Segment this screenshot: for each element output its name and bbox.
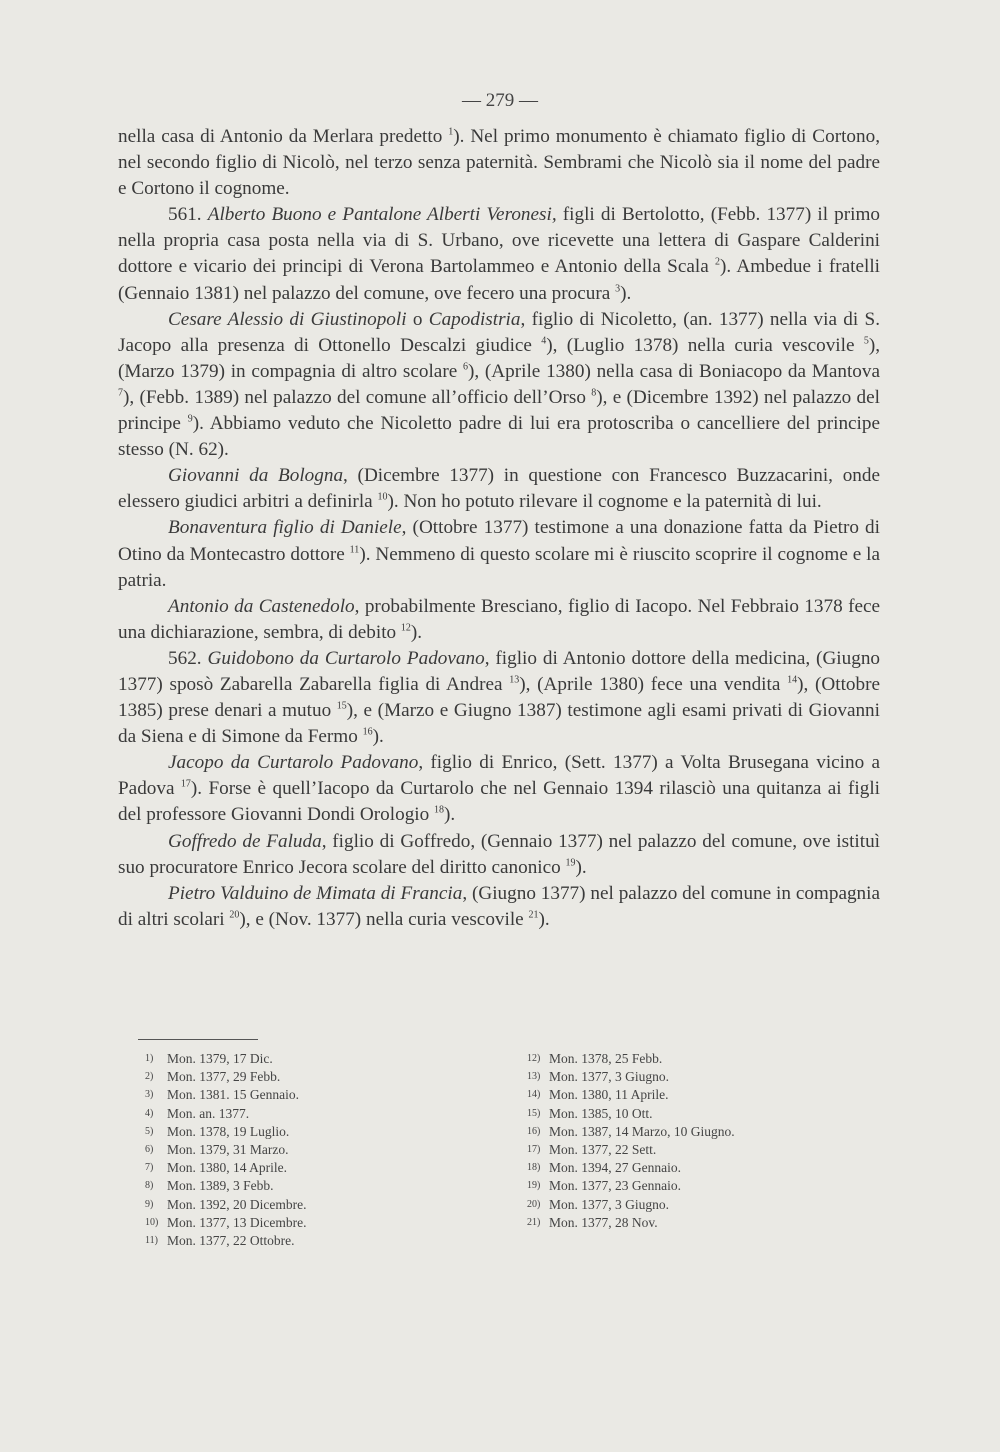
footnotes-left-column [145,1050,306,1250]
paragraph: Antonio da Castenedolo, probabilmente Bresciano, figlio di Iacopo. Nel Febbraio 1378 fece una dichiarazione, sembra, di debito $^{12}$). [118,595,881,643]
footnote [527,1068,735,1086]
footnote-number: 6) [145,1144,154,1156]
footnote [145,1086,306,1104]
footnote-number: 21) [527,1216,541,1228]
footnote-number: 15) [527,1107,541,1119]
footnote-number: 19) [527,1180,541,1192]
paragraph: Pietro Valduino de Mimata di Francia, (Giugno 1377) nel palazzo del comune in compagnia di altri scolari $^{20}$), e (Nov. 1377) nella curia vescovile $^{21}$). [118,882,880,930]
footnote-number: 4) [145,1107,154,1119]
footnote-text: Mon. 1377, 13 Dicembre. [167,1214,307,1230]
footnote [527,1123,735,1141]
footnote-text: Mon. 1378, 19 Luglio. [167,1123,290,1139]
footnote-number: 3) [145,1089,154,1101]
footnote-text: Mon. 1377, 3 Giugno. [549,1196,670,1212]
footnote [145,1196,306,1214]
footnote-number: 2) [145,1071,154,1083]
footnotes-right-column [527,1050,735,1232]
footnote-number: 1) [145,1053,154,1064]
footnote [145,1050,306,1068]
footnote-text: Mon. 1377, 23 Gennaio. [549,1178,681,1194]
footnote-number: 13) [527,1071,541,1083]
footnote [527,1159,735,1177]
footnote-number: 18) [527,1162,541,1174]
footnote [145,1068,306,1086]
footnote-text: Mon. 1379, 17 Dic. [167,1051,273,1066]
footnote-text: Mon. 1377, 22 Ottobre. [167,1233,295,1249]
footnote [145,1214,306,1232]
footnote-divider [138,1039,258,1040]
body-text [118,124,880,933]
footnote [527,1214,735,1232]
footnote [145,1159,306,1177]
footnote-text: Mon. 1380, 11 Aprile. [549,1087,669,1103]
paragraph: 561. Alberto Buono e Pantalone Alberti Veronesi, figli di Bertolotto, (Febb. 1377) il primo nella propria casa posta nella via di S. Urbano, ove ricevette una lettera di Gaspare Calderini dottore e vicario dei principi di Verona Bartolammeo e Antonio della Scala $^2$). Ambedue i fratelli (Gennaio 1381) nel palazzo del comune, ove fecero una procura $^3$). [118,204,881,304]
footnote-number: 14) [527,1089,541,1101]
footnote-text: Mon. 1380, 14 Aprile. [167,1160,287,1176]
footnote [527,1141,735,1159]
footnote [527,1050,735,1068]
footnote-text: Mon. 1387, 14 Marzo, 10 Giugno. [549,1123,735,1139]
paragraph: nella casa di Antonio da Merlara predetto $^1$). Nel primo monumento è chiamato figlio di Cortono, nel secondo figlio di Nicolò, nel terzo senza paternità. Sembrami che Nicolò sia il nome del padre e Cortono il cognome. [118,126,880,200]
footnote-number: 5) [145,1125,154,1137]
paragraph: 562. Guidobono da Curtarolo Padovano, figlio di Antonio dottore della medicina, (Giugno 1377) sposò Zabarella Zabarella figlia di Andrea $^{13}$), (Aprile 1380) fece una vendita $^{14}$), (Ottobre 1385) prese denari a mutuo $^{15}$), e (Marzo e Giugno 1387) testimone agli esami privati di Giovanni da Siena e di Simone da Fermo $^{16}$). [118,647,881,748]
footnote [145,1177,306,1195]
footnote [145,1105,306,1123]
page-number: — 279 — [462,90,538,111]
footnote [527,1086,735,1104]
footnote-text: Mon. 1378, 25 Febb. [549,1051,663,1066]
paragraph: Giovanni da Bologna, (Dicembre 1377) in questione con Francesco Buzzacarini, onde elessero giudici arbitri a definirla $^{10}$). Non ho potuto rilevare il cognome e la paternità di lui. [118,465,880,513]
footnote-text: Mon. 1392, 20 Dicembre. [167,1196,307,1212]
paragraph: Goffredo de Faluda, figlio di Goffredo, (Gennaio 1377) nel palazzo del comune, ove istituì suo procuratore Enrico Jecora scolare del diritto canonico $^{19}$). [118,830,881,878]
footnote [145,1123,306,1141]
footnote-number: 9) [145,1198,154,1210]
footnote-text: Mon. 1389, 3 Febb. [167,1178,274,1194]
footnote-text: Mon. 1377, 29 Febb. [167,1069,281,1085]
footnote [145,1232,306,1250]
footnote [527,1177,735,1195]
footnote-text: Mon. an. 1377. [167,1105,250,1121]
paragraph: Bonaventura figlio di Daniele, (Ottobre 1377) testimone a una donazione fatta da Pietro di Otino da Montecastro dottore $^{11}$). Nemmeno di questo scolare mi è riuscito scoprire il cognome e la patria. [118,517,881,591]
footnote-number: 17) [527,1144,541,1156]
footnote-number: 10) [145,1216,159,1228]
footnote-text: Mon. 1379, 31 Marzo. [167,1142,289,1158]
footnote-text: Mon. 1394, 27 Gennaio. [549,1160,681,1176]
footnote-number: 12) [527,1053,541,1064]
paragraph: Jacopo da Curtarolo Padovano, figlio di Enrico, (Sett. 1377) a Volta Brusegana vicino a Padova $^{17}$). Forse è quell’Iacopo da Curtarolo che nel Gennaio 1394 rilasciò una quitanza ai figli del professore Giovanni Dondi Orologio $^{18}$). [118,752,880,826]
footnote-text: Mon. 1385, 10 Ott. [549,1105,653,1121]
footnote-number: 8) [145,1180,154,1192]
footnote-text: Mon. 1377, 3 Giugno. [549,1069,670,1085]
footnote-text: Mon. 1377, 22 Sett. [549,1142,657,1158]
paragraph: Cesare Alessio di Giustinopoli o Capodistria, figlio di Nicoletto, (an. 1377) nella via di S. Jacopo alla presenza di Ottonello Descalzi giudice $^4$), (Luglio 1378) nella curia vescovile $^5$), (Marzo 1379) in compagnia di altro scolare $^6$), (Aprile 1380) nella casa di Boniacopo da Mantova $^7$), (Febb. 1389) nel palazzo del comune all’officio dell’Orso $^8$), e (Dicembre 1392) nel palazzo del principe $^9$). Abbiamo veduto che Nicoletto padre di lui era protoscriba o cancelliere del principe stesso (N. 62). [118,308,880,461]
footnote [527,1196,735,1214]
footnote [527,1105,735,1123]
footnote-text: Mon. 1381. 15 Gennaio. [167,1087,299,1103]
footnote-number: 11) [145,1235,158,1247]
footnote-number: 16) [527,1125,541,1137]
footnote-text: Mon. 1377, 28 Nov. [549,1214,658,1230]
footnote-number: 7) [145,1162,154,1174]
footnote-number: 20) [527,1198,541,1210]
footnote [145,1141,306,1159]
